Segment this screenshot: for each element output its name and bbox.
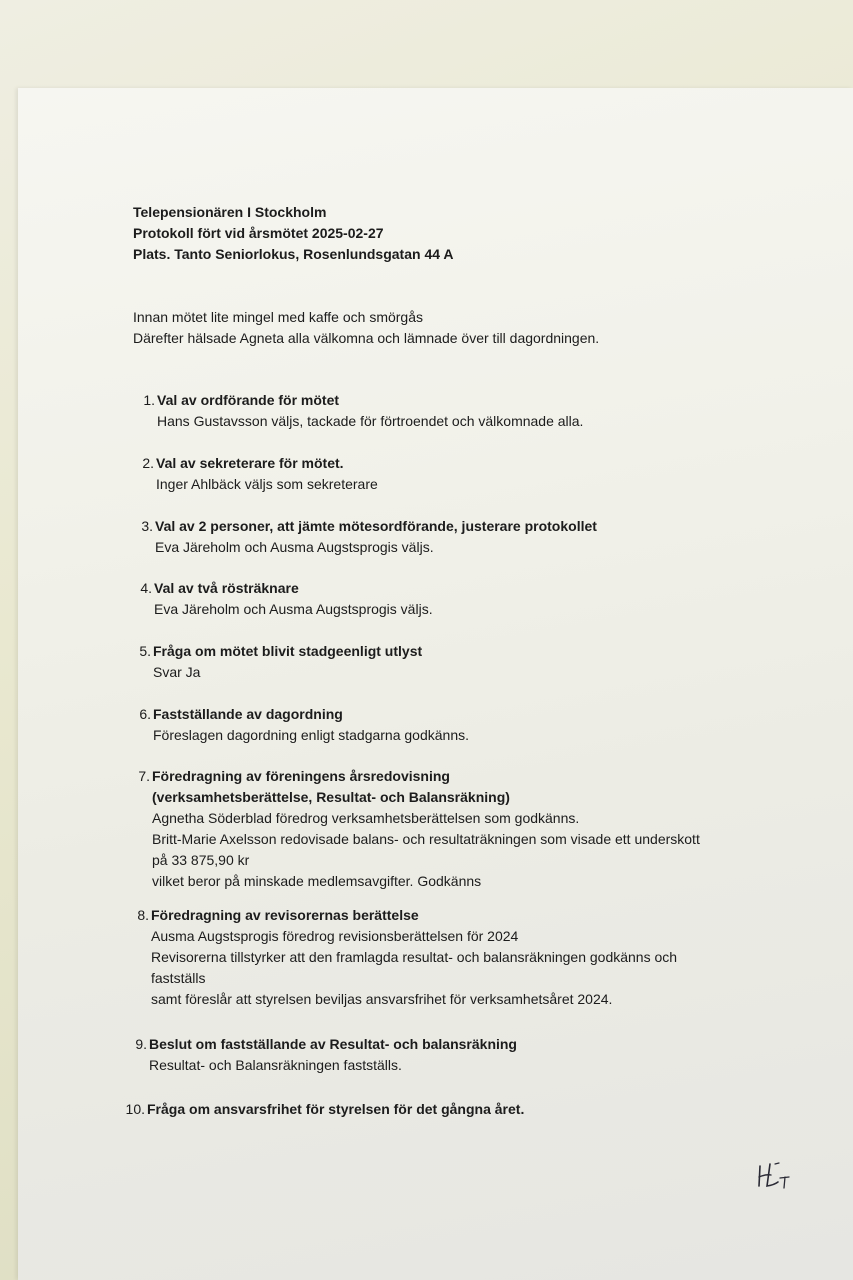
document-header <box>133 202 454 265</box>
meeting-place: Plats. Tanto Seniorlokus, Rosenlundsgatan 44 A <box>133 246 454 262</box>
item-line: Resultat- och Balansräkningen fastställs. <box>149 1057 402 1073</box>
item-line: fastställs <box>151 970 206 986</box>
item-line: Svar Ja <box>153 664 201 680</box>
item-title: Val av sekreterare för mötet. <box>156 455 344 471</box>
agenda-item-7 <box>138 766 700 892</box>
intro-line-1: Innan mötet lite mingel med kaffe och smörgås <box>133 309 424 325</box>
item-title: Föredragning av föreningens årsredovisning <box>152 768 450 784</box>
item-line: Föreslagen dagordning enligt stadgarna godkänns. <box>153 727 470 743</box>
item-title-continued: (verksamhetsberättelse, Resultat- och Balansräkning) <box>152 789 510 805</box>
item-title: Fråga om ansvarsfrihet för styrelsen för det gångna året. <box>147 1101 525 1117</box>
item-title: Val av två rösträknare <box>154 580 299 596</box>
item-title: Fastställande av dagordning <box>153 706 343 722</box>
agenda-item-2 <box>142 453 378 495</box>
item-title: Val av ordförande för mötet <box>157 392 340 408</box>
agenda-item-10 <box>125 1099 525 1120</box>
intro-line-2: Därefter hälsade Agneta alla välkomna och lämnade över till dagordningen. <box>133 330 600 346</box>
protocol-title: Protokoll fört vid årsmötet 2025-02-27 <box>133 225 384 241</box>
item-line: Eva Järeholm och Ausma Augstsprogis väljs. <box>155 539 434 555</box>
item-line: Ausma Augstsprogis föredrog revisionsberättelsen för 2024 <box>151 928 519 944</box>
agenda-item-9 <box>135 1034 517 1076</box>
initials-signature <box>756 1160 796 1192</box>
item-title: Val av 2 personer, att jämte mötesordförande, justerare protokollet <box>155 518 597 534</box>
item-line: vilket beror på minskade medlemsavgifter. Godkänns <box>152 873 482 889</box>
organization-name: Telepensionären I Stockholm <box>133 204 327 220</box>
intro-text <box>133 307 599 349</box>
item-title: Beslut om fastställande av Resultat- och balansräkning <box>149 1036 517 1052</box>
agenda-item-6 <box>139 704 470 746</box>
item-line: Hans Gustavsson väljs, tackade för förtroendet och välkomnade alla. <box>157 413 584 429</box>
item-line: samt föreslår att styrelsen beviljas ansvarsfrihet för verksamhetsåret 2024. <box>151 991 613 1007</box>
item-line: Revisorerna tillstyrker att den framlagda resultat- och balansräkningen godkänns och <box>151 949 678 965</box>
item-number: 5. <box>139 643 151 659</box>
agenda-item-5 <box>139 641 423 683</box>
item-number: 4. <box>140 580 152 596</box>
agenda-item-3 <box>141 516 597 558</box>
item-number: 8. <box>137 907 149 923</box>
item-number: 6. <box>139 706 151 722</box>
item-number: 3. <box>141 518 153 534</box>
item-number: 9. <box>135 1036 147 1052</box>
item-number: 7. <box>138 768 150 784</box>
item-line: Britt-Marie Axelsson redovisade balans- och resultaträkningen som visade ett underskott <box>152 831 700 847</box>
item-line: Eva Järeholm och Ausma Augstsprogis väljs. <box>154 601 433 617</box>
item-number: 1. <box>143 392 155 408</box>
item-title: Föredragning av revisorernas berättelse <box>151 907 419 923</box>
item-title: Fråga om mötet blivit stadgeenligt utlyst <box>153 643 423 659</box>
agenda-item-8 <box>137 905 678 1010</box>
agenda-item-1 <box>143 390 584 432</box>
agenda-item-4 <box>140 578 433 620</box>
item-number: 10. <box>125 1101 145 1117</box>
item-line: Inger Ahlbäck väljs som sekreterare <box>156 476 378 492</box>
item-line: Agnetha Söderblad föredrog verksamhetsberättelsen som godkänns. <box>152 810 580 826</box>
item-line: på 33 875,90 kr <box>152 852 250 868</box>
item-number: 2. <box>142 455 154 471</box>
